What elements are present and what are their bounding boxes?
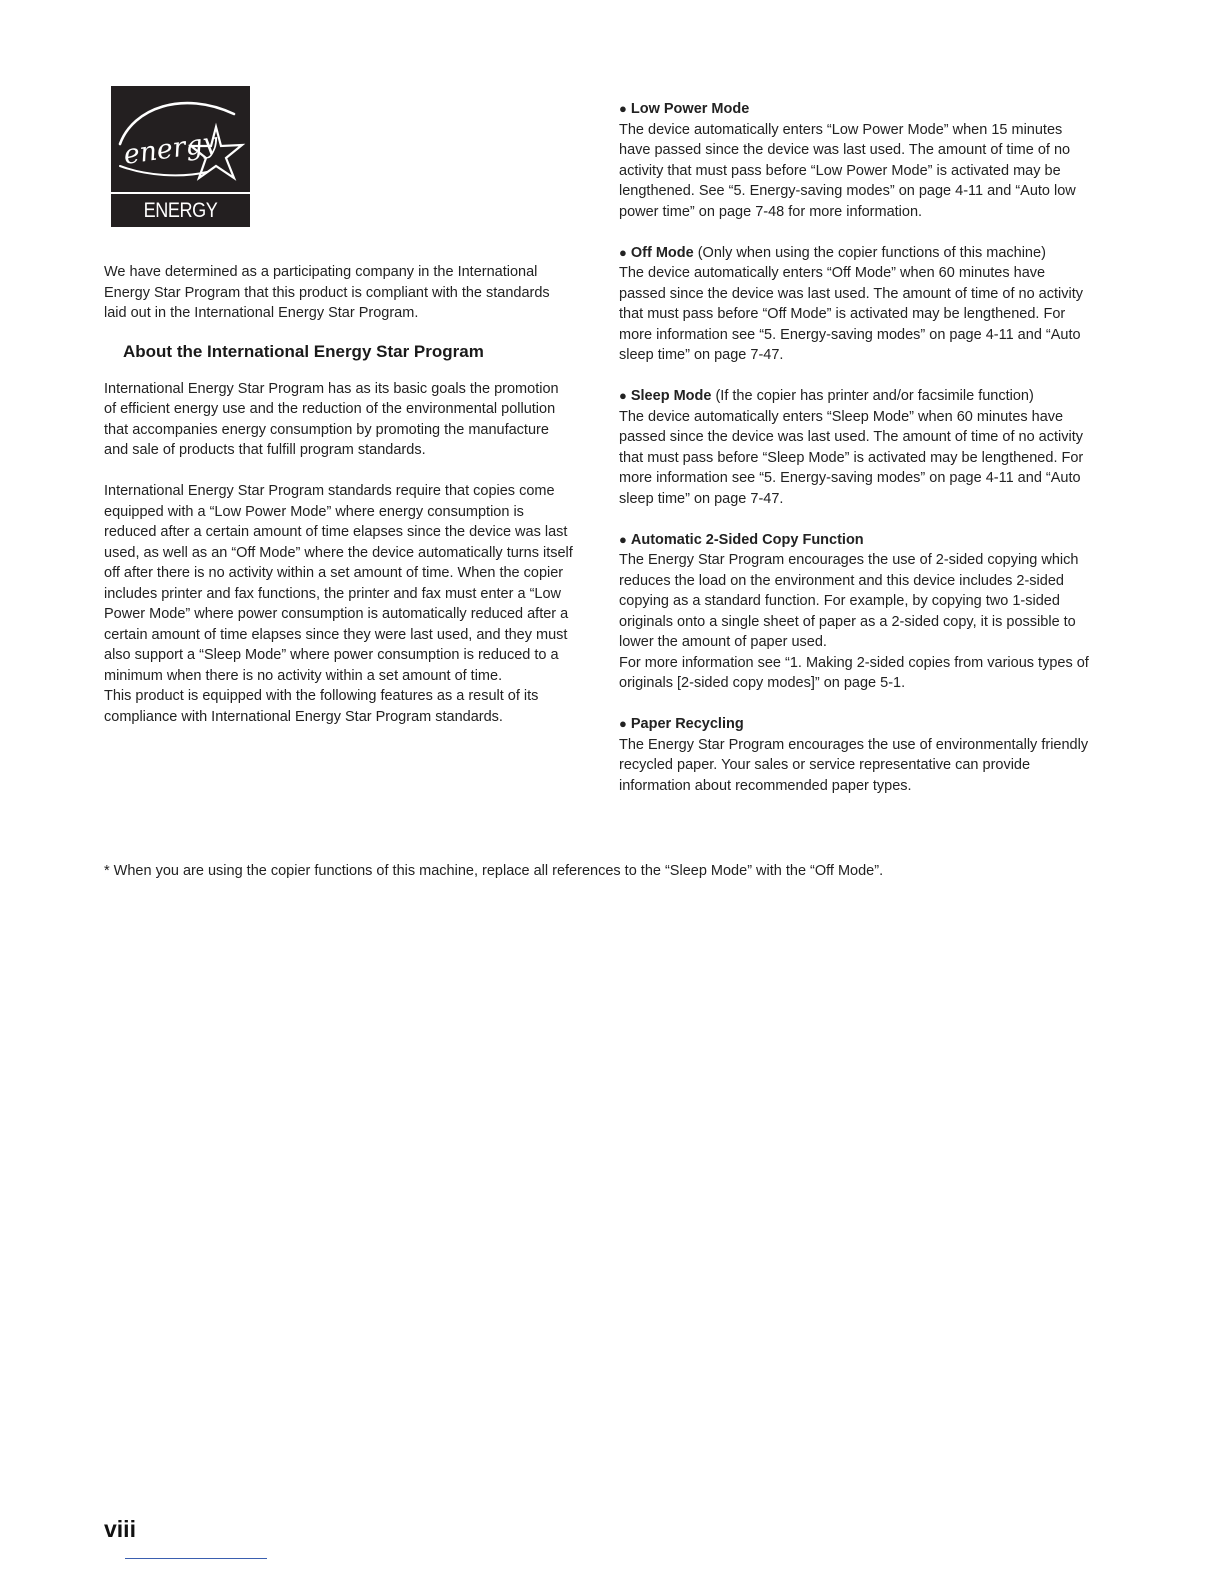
feature-title bbox=[619, 386, 1091, 407]
bullet-icon: ● bbox=[619, 244, 627, 260]
feature-off-mode bbox=[619, 243, 1091, 366]
feature-body: The Energy Star Program encourages the use of 2-sided copying which reduces the load on the environment and this device includes 2-sided copying as a standard function. For example, by copying two 1-sided originals onto a single sheet of paper as a 2-sided copy, it is possible to lower the amount of paper used. bbox=[619, 552, 1079, 650]
intro-paragraph: We have determined as a participating company in the International Energy Star Program that this product is compliant with the standards laid out in the International Energy Star Program. bbox=[104, 264, 550, 321]
bullet-icon: ● bbox=[619, 716, 627, 731]
section-heading: About the International Energy Star Program bbox=[123, 341, 484, 361]
feature-title bbox=[619, 714, 1091, 735]
bullet-icon: ● bbox=[619, 101, 627, 116]
feature-paper-recycling bbox=[619, 714, 1091, 796]
feature-body: The device automatically enters “Off Mode” when 60 minutes have passed since the device was last used. The amount of time of no activity that must pass before “Off Mode” is activated may be lengthened. For more information see “5. Energy-saving modes” on page 4-11 and “Auto sleep time” on page 7-47. bbox=[619, 265, 1083, 363]
feature-title bbox=[619, 530, 1091, 551]
energy-star-label: ENERGY STAR bbox=[143, 199, 218, 249]
svg-text:energy: energy bbox=[121, 127, 220, 171]
bullet-icon: ● bbox=[619, 531, 627, 547]
feature-sleep-mode bbox=[619, 386, 1091, 509]
feature-body: The Energy Star Program encourages the use of environmentally friendly recycled paper. Your sales or service representative can provide information about recommended paper types. bbox=[619, 736, 1089, 794]
feature-low-power-mode bbox=[619, 99, 1091, 222]
feature-title-text: Automatic 2-Sided Copy Function bbox=[630, 531, 864, 548]
feature-body: The device automatically enters “Low Power Mode” when 15 minutes have passed since the device was last used. The amount of time of no activity that must pass before “Low Power Mode” is activated may be lengthened. See “5. Energy-saving modes” on page 4-11 and “Auto low power time” on page 7-48 for more information. bbox=[619, 121, 1076, 220]
page-number: viii bbox=[104, 1516, 136, 1542]
program-standards-paragraph: International Energy Star Program standards require that copies come equipped with a “Low Power Mode” where energy consumption is reduced after a certain amount of time elapses since the device was last used, as well as an “Off Mode” where the device automatically turns itself off after there is no activity within a set amount of time. When the copier includes printer and fax functions, the printer and fax must enter a “Low Power Mode” where power consumption is automatically reduced after a certain amount of time elapses since they were last used, and they must also support a “Sleep Mode” where power consumption is reduced to a minimum when there is no activity within a set amount of time. bbox=[104, 483, 573, 684]
feature-title-text: Paper Recycling bbox=[630, 716, 744, 732]
feature-title-text: Sleep Mode bbox=[630, 388, 712, 404]
footer-rule bbox=[125, 1558, 267, 1559]
program-goals-paragraph: International Energy Star Program has as its basic goals the promotion of efficient energy use and the reduction of the environmental pollution that accompanies energy consumption by promoting the manufacture and sale of products that fulfill program standards. bbox=[104, 380, 559, 458]
bullet-icon: ● bbox=[619, 388, 627, 403]
left-column bbox=[104, 262, 574, 727]
feature-title-note: (If the copier has printer and/or facsimile function) bbox=[711, 388, 1034, 404]
feature-title-text: Off Mode bbox=[630, 244, 694, 261]
product-features-paragraph: This product is equipped with the following features as a result of its compliance with International Energy Star Program standards. bbox=[104, 688, 539, 725]
feature-title bbox=[619, 243, 1091, 264]
feature-body-more-info: For more information see “1. Making 2-sided copies from various types of originals [2-sided copy modes]” on page 5-1. bbox=[619, 654, 1089, 691]
feature-title-note: (Only when using the copier functions of this machine) bbox=[693, 244, 1046, 261]
footnote: * When you are using the copier functions of this machine, replace all references to the “Sleep Mode” with the “Off Mode”. bbox=[104, 863, 884, 879]
energy-star-logo bbox=[111, 86, 250, 249]
right-column bbox=[619, 99, 1091, 796]
feature-automatic-2-sided-copy bbox=[619, 530, 1091, 694]
feature-title-text: Low Power Mode bbox=[630, 101, 750, 117]
feature-title bbox=[619, 99, 1091, 120]
feature-body: The device automatically enters “Sleep Mode” when 60 minutes have passed since the device was last used. The amount of time of no activity that must pass before “Sleep Mode” is activated may be lengthened. For more information see “5. Energy-saving modes” on page 4-11 and “Auto sleep time” on page 7-47. bbox=[619, 408, 1084, 507]
